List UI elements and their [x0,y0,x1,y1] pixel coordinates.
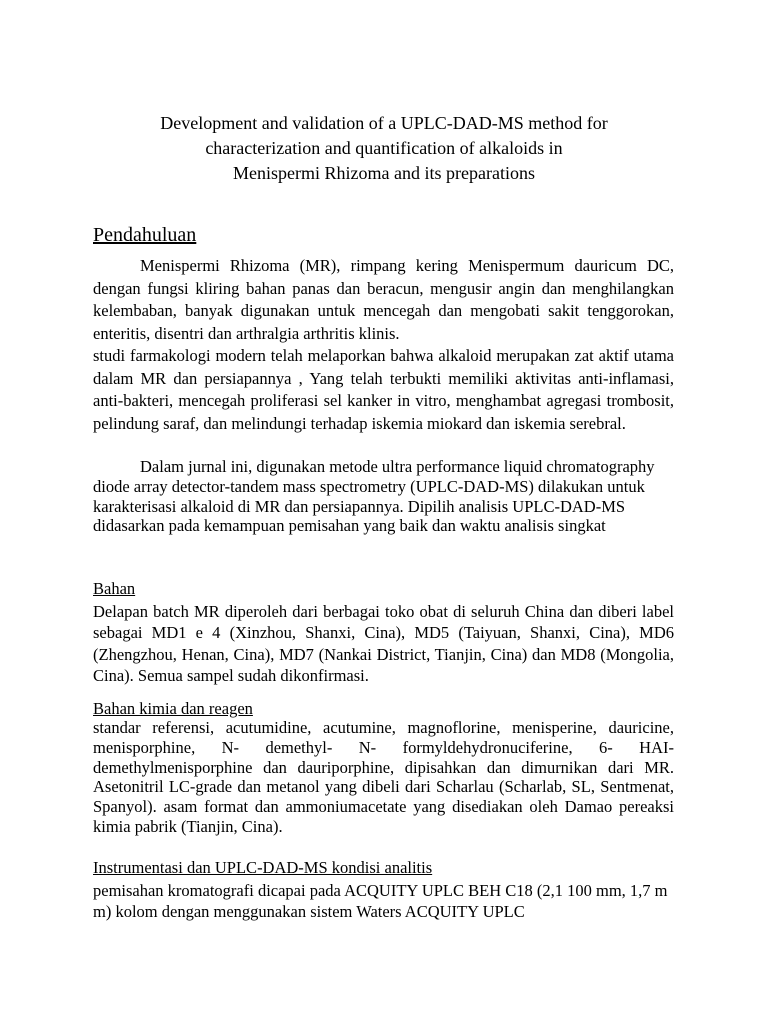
title-line-2: characterization and quantification of alkaloids in [205,138,563,158]
heading-bahan: Bahan [93,579,136,598]
paragraph-bahan: Delapan batch MR diperoleh dari berbagai toko obat di seluruh China dan diberi label sebagai MD1 e 4 (Xinzhou, Shanxi, Cina), MD5 (Taiyuan, Shanxi, Cina), MD6 (Zhengzhou, Henan, Cina), MD7 (Nankai District, Tianjin, Cina) dan MD8 (Mongolia, Cina). Semua sampel sudah dikonfirmasi. [93,602,674,685]
document-title [94,111,674,186]
title-line-1: Development and validation of a UPLC-DAD-MS method for [160,113,608,133]
paragraph-intro-1: Menispermi Rhizoma (MR), rimpang kering Menispermum dauricum DC, dengan fungsi kliring bahan panas dan beracun, mengusir angin dan menghilangkan kelembaban, banyak digunakan untuk mencegah dan mengobati sakit tenggorokan, enteritis, disentri dan arthralgia arthritis klinis. [93,256,674,343]
heading-instrumentasi: Instrumentasi dan UPLC-DAD-MS kondisi analitis [93,858,433,877]
paragraph-bahan-kimia: standar referensi, acutumidine, acutumine, magnoflorine, menisperine, dauricine, menisporphine, N- demethyl- N- formyldehydronuciferine, 6- HAI-demethylmenisporphine dan dauriporphine, dipisahkan dan dimurnikan dari MR. Asetonitril LC-grade dan metanol yang dibeli dari Scharlau (Scharlab, SL, Sentmenat, Spanyol). asam format dan ammoniumacetate yang disediakan oleh Damao pereaksi kimia pabrik (Tianjin, Cina). [93,718,674,836]
paragraph-instrumentasi: pemisahan kromatografi dicapai pada ACQUITY UPLC BEH C18 (2,1 100 mm, 1,7 m m) kolom dengan menggunakan sistem Waters ACQUITY UPLC [93,881,668,921]
paragraph-intro-2: studi farmakologi modern telah melaporkan bahwa alkaloid merupakan zat aktif utama dalam MR dan persiapannya , Yang telah terbukti memiliki aktivitas anti-inflamasi, anti-bakteri, mencegah proliferasi sel kanker in vitro, menghambat agregasi trombosit, pelindung saraf, dan melindungi terhadap iskemia miokard dan iskemia serebral. [93,346,674,433]
heading-pendahuluan: Pendahuluan [93,224,197,246]
title-line-3: Menispermi Rhizoma and its preparations [233,163,535,183]
heading-bahan-kimia: Bahan kimia dan reagen [93,699,253,718]
paragraph-intro-3: Dalam jurnal ini, digunakan metode ultra performance liquid chromatography diode array detector-tandem mass spectrometry (UPLC-DAD-MS) dilakukan untuk karakterisasi alkaloid di MR dan persiapannya. Dipilih analisis UPLC-DAD-MS didasarkan pada kemampuan pemisahan yang baik dan waktu analisis singkat [93,457,655,536]
